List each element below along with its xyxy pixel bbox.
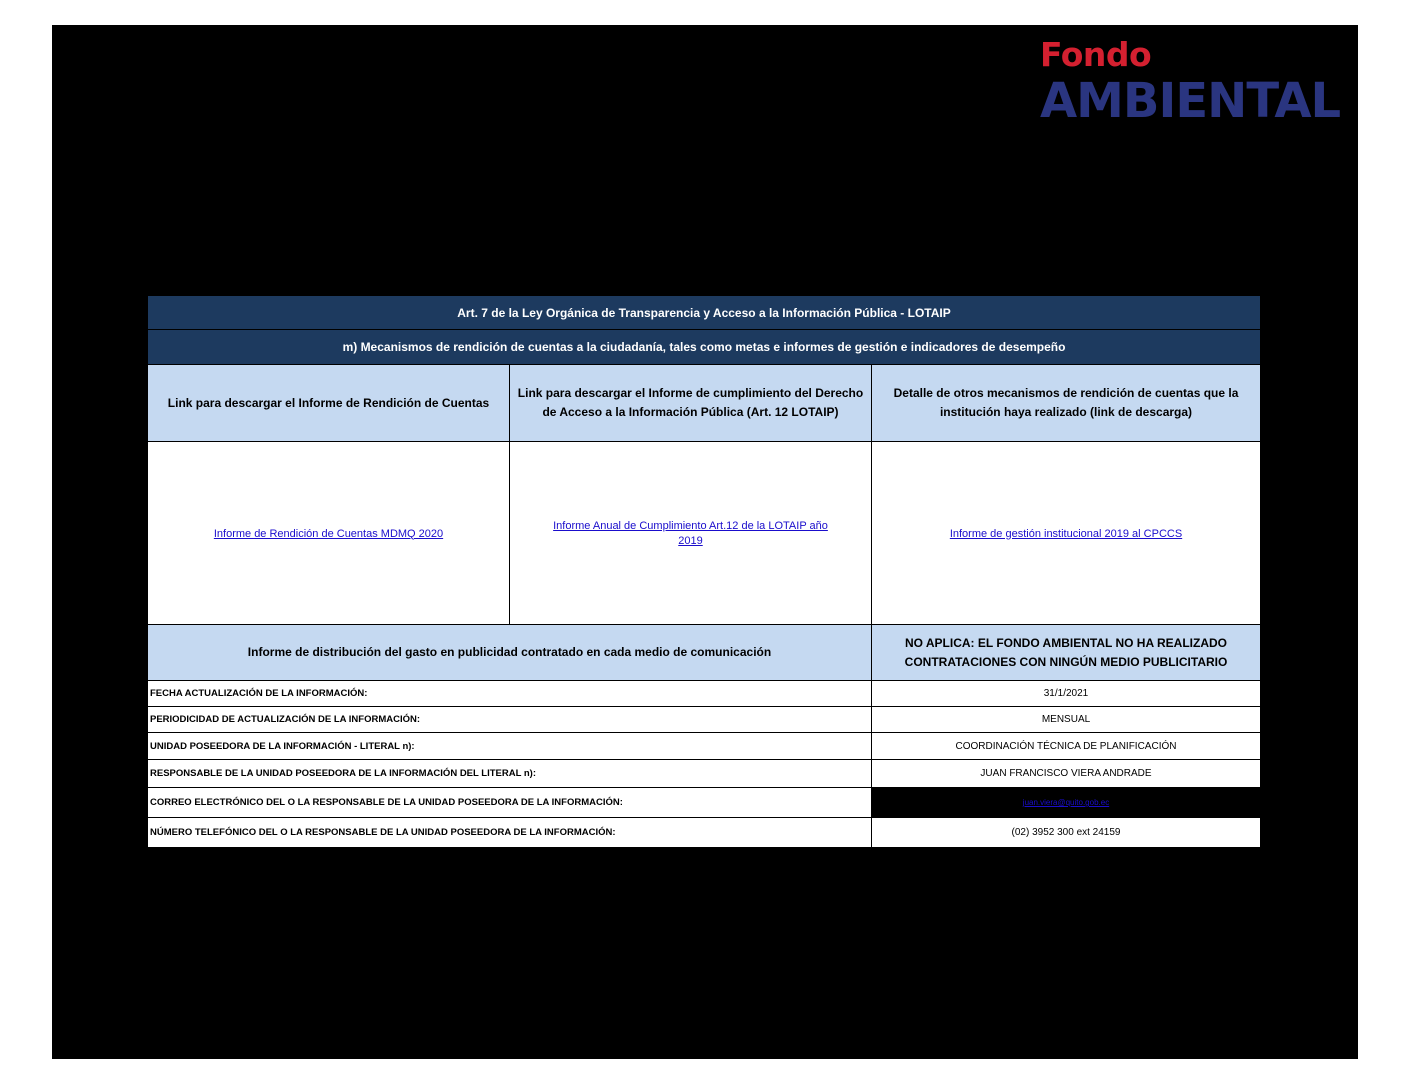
publicity-row: [148, 625, 1261, 681]
informe-cumplimiento-link[interactable]: Informe Anual de Cumplimiento Art.12 de la LOTAIP año 2019: [553, 520, 828, 547]
info-row: [148, 818, 1261, 848]
title-row: [148, 296, 1261, 330]
info-row: [148, 681, 1261, 707]
info-label-unidad: UNIDAD POSEEDORA DE LA INFORMACIÓN - LITERAL n):: [148, 733, 872, 760]
info-label-responsable: RESPONSABLE DE LA UNIDAD POSEEDORA DE LA INFORMACIÓN DEL LITERAL n):: [148, 760, 872, 788]
fondo-ambiental-logo: [1040, 35, 1346, 127]
table-title: Art. 7 de la Ley Orgánica de Transparencia y Acceso a la Información Pública - LOTAIP: [148, 296, 1261, 330]
info-row: [148, 707, 1261, 733]
publicity-value: NO APLICA: EL FONDO AMBIENTAL NO HA REALIZADO CONTRATACIONES CON NINGÚN MEDIO PUBLICITARIO: [872, 625, 1261, 681]
info-label-telefono: NÚMERO TELEFÓNICO DEL O LA RESPONSABLE DE LA UNIDAD POSEEDORA DE LA INFORMACIÓN:: [148, 818, 872, 848]
info-value-correo: [872, 788, 1261, 818]
document-page: [52, 25, 1358, 1059]
info-row: [148, 788, 1261, 818]
info-row: [148, 760, 1261, 788]
link-cell-gestion: [872, 442, 1261, 625]
info-value-responsable: JUAN FRANCISCO VIERA ANDRADE: [872, 760, 1261, 788]
info-value-periodicidad: MENSUAL: [872, 707, 1261, 733]
header-rendicion-cuentas: Link para descargar el Informe de Rendición de Cuentas: [148, 365, 510, 442]
header-row: [148, 365, 1261, 442]
publicity-label: Informe de distribución del gasto en publicidad contratado en cada medio de comunicación: [148, 625, 872, 681]
info-value-fecha: 31/1/2021: [872, 681, 1261, 707]
table-subtitle: m) Mecanismos de rendición de cuentas a la ciudadanía, tales como metas e informes de gestión e indicadores de desempeño: [148, 330, 1261, 365]
header-otros-mecanismos: Detalle de otros mecanismos de rendición de cuentas que la institución haya realizado (link de descarga): [872, 365, 1261, 442]
link-cell-cumplimiento: [510, 442, 872, 625]
info-value-telefono: (02) 3952 300 ext 24159: [872, 818, 1261, 848]
informe-rendicion-link[interactable]: Informe de Rendición de Cuentas MDMQ 2020: [213, 527, 444, 540]
logo-line-1: Fondo: [1040, 35, 1152, 74]
info-row: [148, 733, 1261, 760]
info-label-periodicidad: PERIODICIDAD DE ACTUALIZACIÓN DE LA INFORMACIÓN:: [148, 707, 872, 733]
lotaip-table: [147, 295, 1261, 848]
info-label-fecha: FECHA ACTUALIZACIÓN DE LA INFORMACIÓN:: [148, 681, 872, 707]
logo-line-2: AMBIENTAL: [1040, 73, 1341, 129]
subtitle-row: [148, 330, 1261, 365]
info-label-correo: CORREO ELECTRÓNICO DEL O LA RESPONSABLE DE LA UNIDAD POSEEDORA DE LA INFORMACIÓN:: [148, 788, 872, 818]
informe-gestion-link[interactable]: Informe de gestión institucional 2019 al CPCCS: [949, 527, 1183, 540]
link-cell-rendicion: [148, 442, 510, 625]
info-value-unidad: COORDINACIÓN TÉCNICA DE PLANIFICACIÓN: [872, 733, 1261, 760]
header-cumplimiento-lotaip: Link para descargar el Informe de cumplimiento del Derecho de Acceso a la Información Pública (Art. 12 LOTAIP): [510, 365, 872, 442]
links-row: [148, 442, 1261, 625]
email-link[interactable]: juan.viera@quito.gob.ec: [1022, 798, 1110, 807]
